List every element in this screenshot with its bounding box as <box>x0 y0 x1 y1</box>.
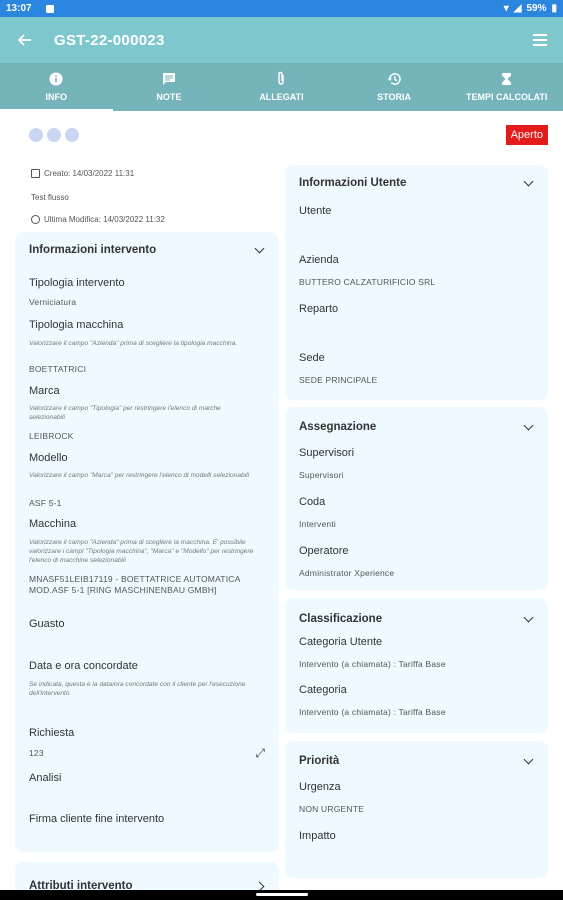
tab-label: ALLEGATI <box>259 92 304 102</box>
description-row <box>31 193 69 202</box>
field-label: Azienda <box>299 254 339 266</box>
modified-text: Ultima Modifica: 14/03/2022 11:32 <box>44 215 165 224</box>
chevron-down-icon <box>524 755 534 765</box>
tab-tempi-calcolati[interactable] <box>450 63 563 111</box>
field-label: Categoria Utente <box>299 636 383 648</box>
paperclip-icon <box>274 72 288 86</box>
progress-dots <box>29 128 79 142</box>
battery-icon: ▮ <box>551 3 557 14</box>
field-label: Supervisori <box>299 447 355 459</box>
card-header[interactable] <box>29 244 263 256</box>
tab-label: TEMPI CALCOLATI <box>466 92 548 102</box>
signal-icon: ◢ <box>513 3 522 14</box>
field-value[interactable]: MNASF51LEIB17119 - BOETTATRICE AUTOMATICA MOD.ASF 5-1 [RING MASCHINENBAU GMBH] <box>29 574 240 595</box>
tab-allegati[interactable] <box>225 63 338 111</box>
info-icon <box>49 72 63 86</box>
expand-icon[interactable]: ⤢ <box>255 746 265 760</box>
field-label: Tipologia macchina <box>29 319 124 331</box>
card-assegnazione <box>285 407 548 590</box>
status-badge: Aperto <box>506 125 548 145</box>
hourglass-icon <box>500 72 514 86</box>
card-header[interactable] <box>29 880 263 890</box>
menu-button[interactable] <box>517 34 563 46</box>
field-value[interactable]: Intervento (a chiamata) : Tariffa Base <box>299 659 446 669</box>
field-label: Marca <box>29 385 60 397</box>
content <box>0 111 563 890</box>
arrow-back-icon <box>18 34 32 46</box>
field-label: Urgenza <box>299 781 341 793</box>
field-value[interactable]: ASF 5-1 <box>29 498 62 508</box>
tab-label: NOTE <box>156 92 182 102</box>
field-hint: Valorizzare il campo "Azienda" prima di scegliere la tipologia macchina. <box>29 340 238 347</box>
calendar-icon <box>31 169 40 178</box>
field-value[interactable]: BUTTERO CALZATURIFICIO SRL <box>299 277 436 287</box>
field-label: Coda <box>299 496 326 508</box>
field-hint: Valorizzare il campo "Marca" per restringere l'elenco di modelli selezionabili <box>29 472 250 479</box>
notification-icon <box>46 5 54 13</box>
tab-label: STORIA <box>377 92 411 102</box>
field-label: Reparto <box>299 303 339 315</box>
card-header[interactable] <box>299 755 532 767</box>
note-icon <box>162 72 176 86</box>
field-value[interactable]: Supervisori <box>299 470 344 480</box>
wifi-icon: ▾ <box>503 3 509 14</box>
home-indicator[interactable] <box>256 893 308 896</box>
field-value[interactable]: Verniciatura <box>29 297 77 307</box>
card-title: Attributi intervento <box>29 880 133 890</box>
field-label: Tipologia intervento <box>29 277 125 289</box>
created-row <box>31 169 134 178</box>
card-header[interactable] <box>299 613 532 625</box>
modified-row <box>31 215 165 224</box>
menu-icon-line <box>533 39 547 41</box>
field-hint: Valorizzare il campo "Tipologia" per restringere l'elenco di marche selezionabili <box>29 405 221 421</box>
field-label: Modello <box>29 452 68 464</box>
field-label: Macchina <box>29 518 77 530</box>
field-value[interactable]: Intervento (a chiamata) : Tariffa Base <box>299 707 446 717</box>
description-text: Test flusso <box>31 193 69 202</box>
field-label: Richiesta <box>29 727 75 739</box>
card-priorita <box>285 741 548 878</box>
history-icon <box>387 72 401 86</box>
field-value[interactable]: SEDE PRINCIPALE <box>299 375 378 385</box>
status-right <box>504 3 557 14</box>
system-nav-bar <box>0 890 563 900</box>
chevron-down-icon <box>255 244 265 254</box>
field-label: Impatto <box>299 830 336 842</box>
menu-icon <box>533 34 547 36</box>
tab-info[interactable] <box>0 63 113 111</box>
tab-note[interactable] <box>113 63 226 111</box>
card-informazioni-intervento <box>15 232 279 852</box>
field-hint: Se indicata, questa è la data/ora concordate con il cliente per l'esecuzione dell'intervento <box>29 681 246 697</box>
field-value[interactable]: BOETTATRICI <box>29 364 87 374</box>
app-bar <box>0 17 563 63</box>
chevron-right-icon <box>255 881 265 890</box>
battery-label: 59% <box>526 3 547 14</box>
history-icon <box>31 215 40 224</box>
card-header[interactable] <box>299 177 532 189</box>
card-title: Priorità <box>299 755 340 767</box>
tab-bar <box>0 63 563 111</box>
card-title: Classificazione <box>299 613 383 625</box>
field-value[interactable]: LEIBROCK <box>29 431 74 441</box>
page-title: GST-22-000023 <box>54 31 165 49</box>
status-bar <box>0 0 563 17</box>
menu-icon-line <box>533 44 547 46</box>
status-time: 13:07 <box>6 3 32 14</box>
dot <box>29 128 43 142</box>
field-value[interactable]: Interventi <box>299 519 336 529</box>
back-button[interactable] <box>0 29 50 52</box>
field-value[interactable]: NON URGENTE <box>299 804 365 814</box>
field-label: Sede <box>299 352 325 364</box>
card-informazioni-utente <box>285 165 548 400</box>
card-header[interactable] <box>299 421 532 433</box>
tab-storia[interactable] <box>338 63 451 111</box>
chevron-down-icon <box>524 421 534 431</box>
field-label: Operatore <box>299 545 349 557</box>
tab-label: INFO <box>45 92 68 102</box>
chevron-down-icon <box>524 177 534 187</box>
field-label: Guasto <box>29 618 65 630</box>
field-label: Categoria <box>299 684 347 696</box>
created-text: Creato: 14/03/2022 11:31 <box>44 169 135 178</box>
chevron-down-icon <box>524 613 534 623</box>
field-value[interactable]: Administrator Xperience <box>299 568 395 578</box>
field-label: Firma cliente fine intervento <box>29 813 165 825</box>
card-title: Assegnazione <box>299 421 377 433</box>
field-value[interactable]: 123 <box>29 748 44 758</box>
card-title: Informazioni intervento <box>29 244 157 256</box>
card-classificazione <box>285 598 548 733</box>
field-label: Data e ora concordate <box>29 660 138 672</box>
field-label: Utente <box>299 205 332 217</box>
field-label: Analisi <box>29 772 62 784</box>
card-title: Informazioni Utente <box>299 177 407 189</box>
dot <box>65 128 79 142</box>
dot <box>47 128 61 142</box>
card-attributi-intervento <box>15 862 279 890</box>
field-hint: Valorizzare il campo "Azienda" prima di scegliere la macchina. E' possibile valorizzare i campi "Tipologia macchina", "Marca" e "Modello" per restringere l'elenco di macchine selezionabili <box>29 539 254 564</box>
